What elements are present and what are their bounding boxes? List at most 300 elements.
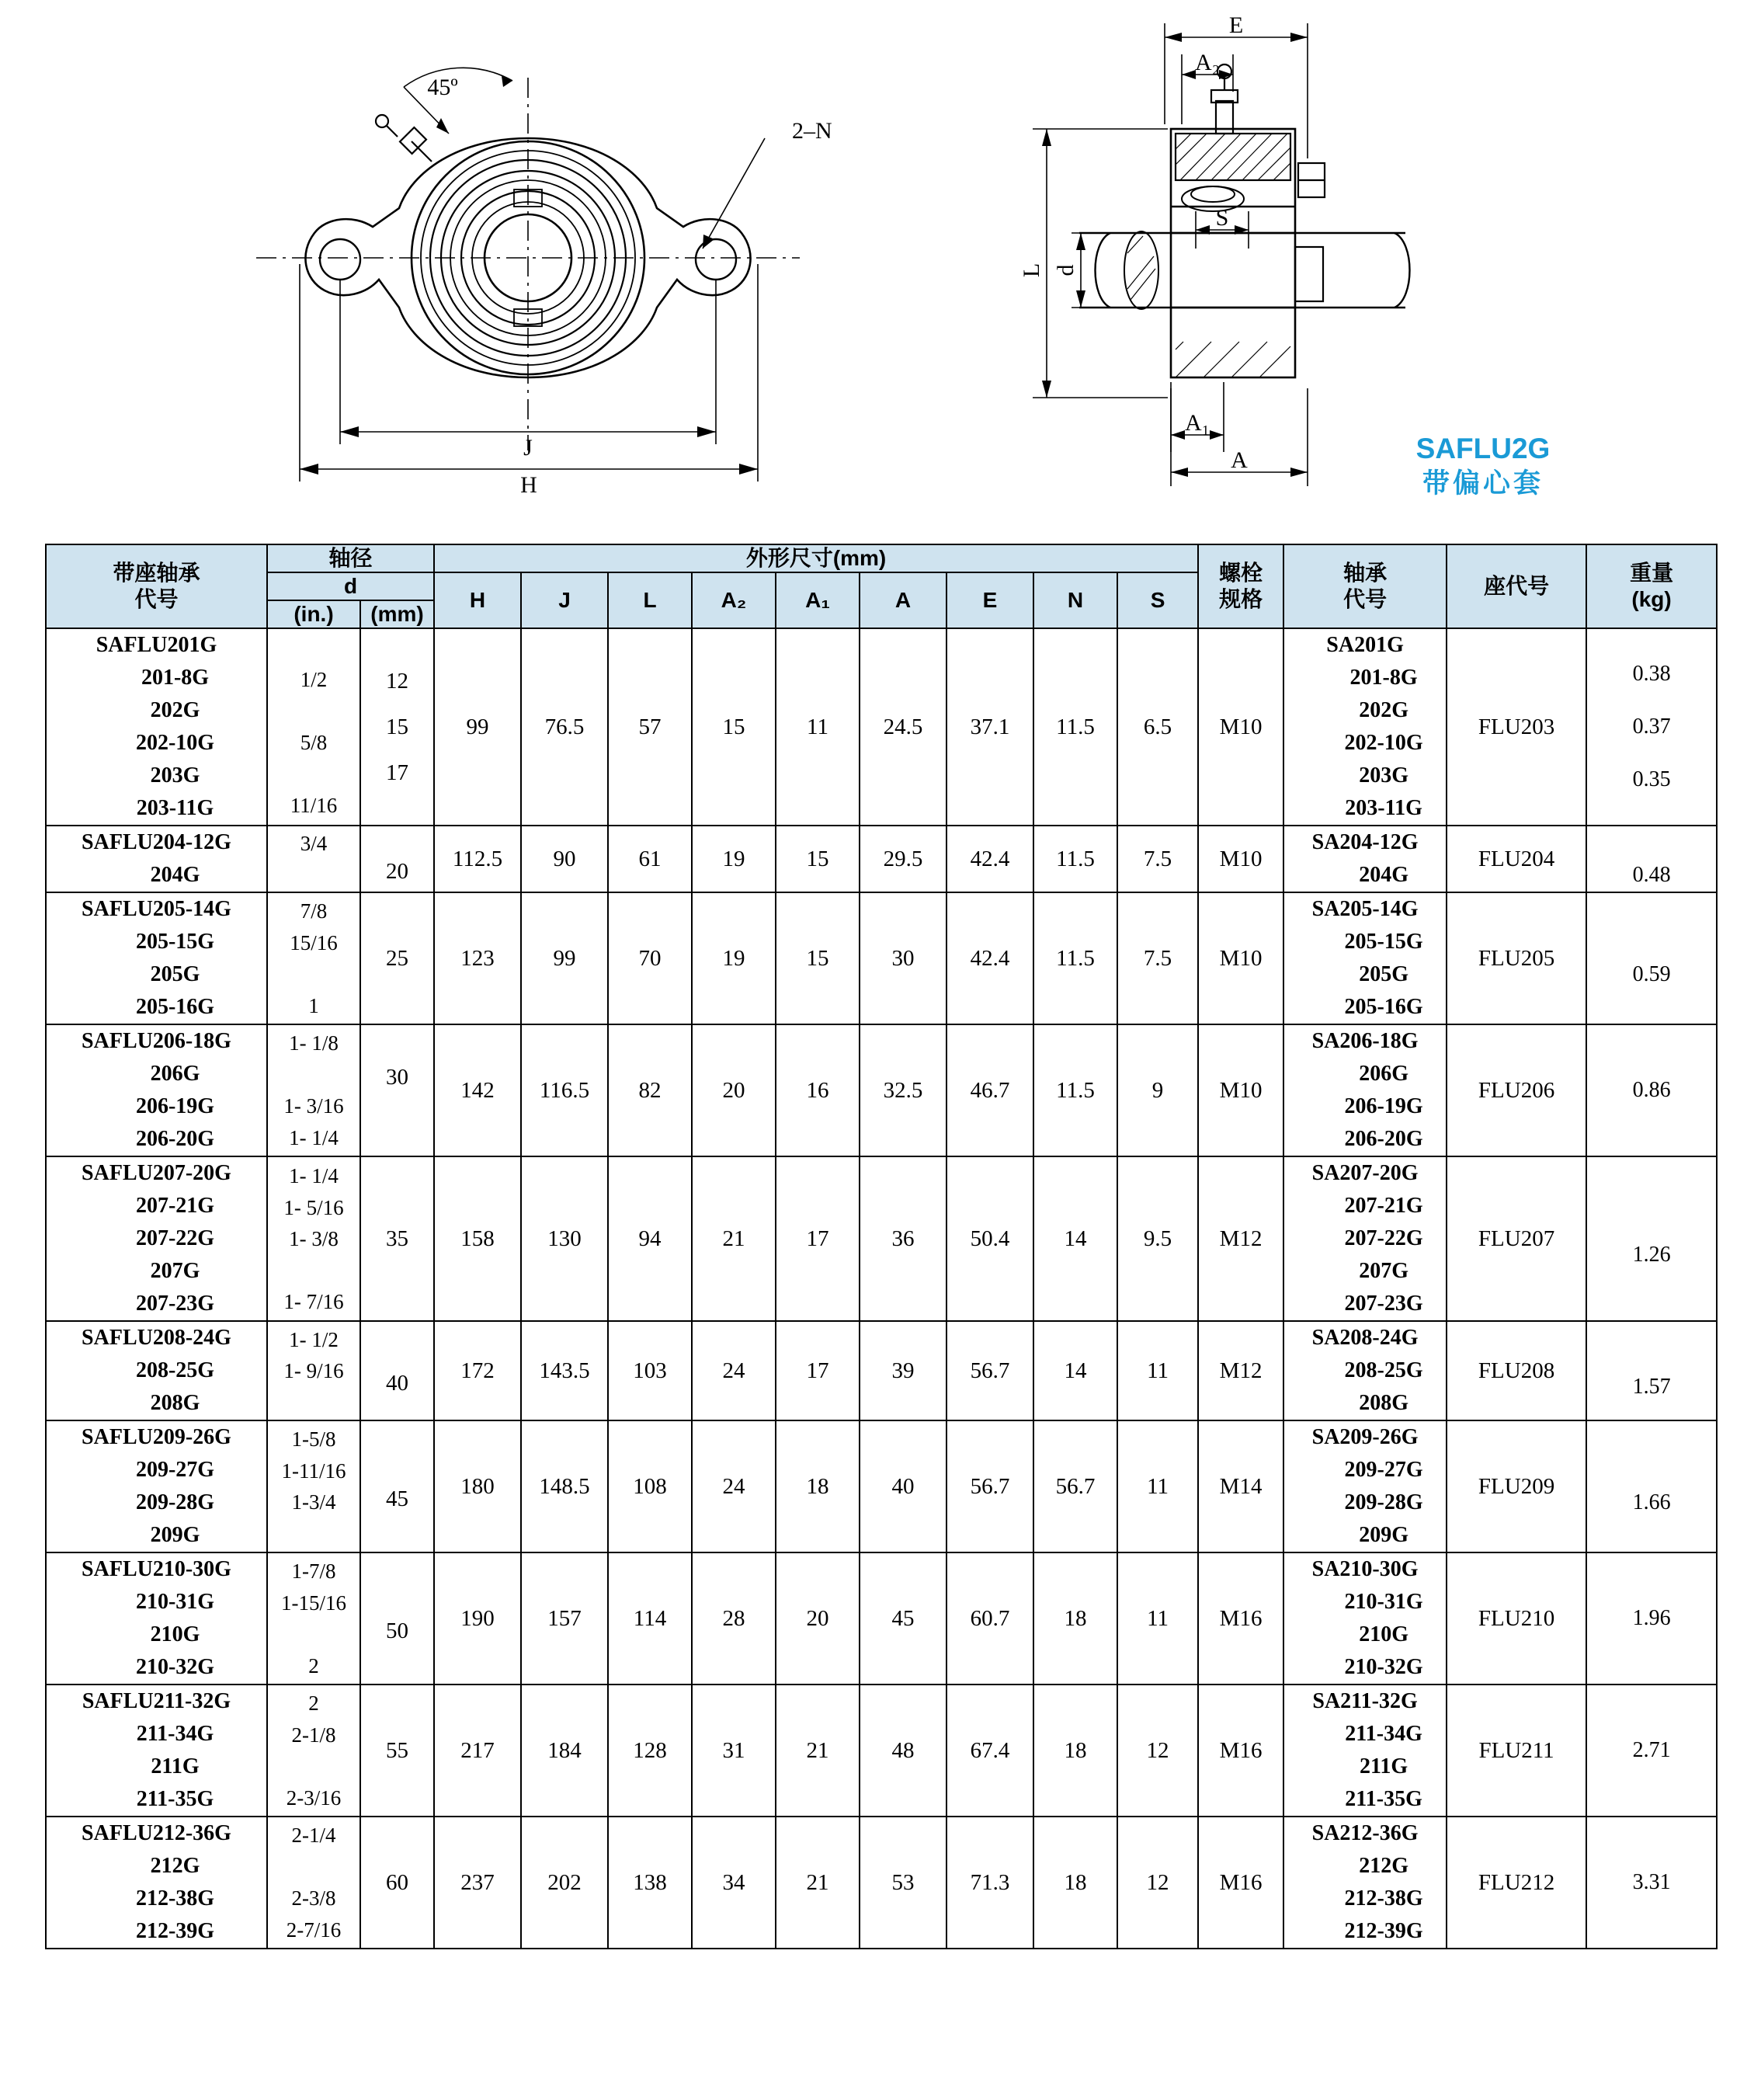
table-row	[46, 1817, 1717, 1949]
bcode-line: SA212-36G	[1311, 1821, 1419, 1846]
code-line: 209G	[150, 1523, 200, 1548]
inch-line: 1- 5/16	[283, 1195, 344, 1219]
cell-E: 56.7	[946, 1321, 1033, 1420]
cell-A1: 16	[776, 1024, 860, 1156]
table-row	[46, 628, 1717, 826]
code-line: 204G	[150, 863, 200, 888]
cell-bolt: M14	[1198, 1420, 1283, 1552]
cell-bearing-codes	[1283, 1156, 1447, 1321]
code-line: 206-19G	[135, 1094, 215, 1119]
cell-dia-inch	[267, 892, 360, 1024]
bcode-line: 211-35G	[1345, 1787, 1422, 1812]
mm-line: 35	[386, 1226, 408, 1251]
th-bolt-spec-l2: 规格	[1219, 587, 1263, 612]
cell-housing: FLU204	[1447, 826, 1586, 892]
code-line: 201-8G	[141, 666, 210, 690]
code-line: SAFLU209-26G	[82, 1425, 231, 1450]
code-line: 210G	[150, 1622, 200, 1647]
bcode-line: 208G	[1359, 1391, 1408, 1416]
code-line: SAFLU201G	[96, 633, 217, 658]
bcode-line: 209G	[1359, 1523, 1408, 1548]
bcode-line: 202-10G	[1344, 731, 1423, 756]
th-shaft-dia: 轴径	[267, 544, 434, 572]
cell-dia-inch	[267, 1420, 360, 1552]
cell-unit-codes	[46, 1685, 267, 1817]
code-line: 206-20G	[135, 1127, 215, 1152]
inch-line: 2-3/16	[286, 1785, 342, 1810]
bcode-line: SA204-12G	[1311, 830, 1419, 855]
weight-line: 2.71	[1632, 1738, 1671, 1763]
bcode-line: 207-21G	[1344, 1194, 1423, 1219]
cell-L: 114	[608, 1552, 692, 1685]
cell-unit-codes	[46, 1420, 267, 1552]
cell-unit-codes	[46, 892, 267, 1024]
bcode-line: 210-32G	[1344, 1655, 1423, 1680]
code-line: 209-27G	[135, 1458, 215, 1483]
cell-bearing-codes	[1283, 1024, 1447, 1156]
cell-L: 94	[608, 1156, 692, 1321]
inch-line	[268, 1518, 359, 1550]
cell-weight	[1586, 1685, 1717, 1817]
cell-H: 158	[434, 1156, 521, 1321]
label-angle: 45º	[427, 75, 458, 100]
bcode-line: 203G	[1359, 763, 1408, 788]
mm-line	[361, 920, 433, 946]
cell-weight	[1586, 1420, 1717, 1552]
cell-S: 6.5	[1117, 628, 1198, 826]
cell-A2: 28	[692, 1552, 776, 1685]
cell-housing: FLU207	[1447, 1156, 1586, 1321]
mm-line: 25	[386, 945, 408, 971]
cell-E: 50.4	[946, 1156, 1033, 1321]
inch-line: 1-7/8	[291, 1559, 336, 1584]
cell-A: 24.5	[860, 628, 946, 826]
th-d-symbol: d	[267, 572, 434, 600]
code-line: 210-31G	[135, 1590, 215, 1615]
cell-N: 56.7	[1033, 1420, 1117, 1552]
cell-A2: 19	[692, 892, 776, 1024]
code-line: 211-34G	[136, 1722, 214, 1747]
cell-A1: 17	[776, 1321, 860, 1420]
cell-weight	[1586, 1817, 1717, 1949]
code-line: 203-11G	[136, 796, 214, 821]
th-bearing-unit-code-l2: 代号	[134, 587, 179, 612]
th-bearing-code-l2: 代号	[1343, 587, 1388, 612]
th-weight-l1: 重量	[1630, 561, 1674, 586]
bcode-line: 206-19G	[1344, 1094, 1423, 1119]
inch-line	[268, 1618, 359, 1650]
table-row	[46, 1156, 1717, 1321]
inch-line	[268, 633, 359, 665]
cell-H: 180	[434, 1420, 521, 1552]
spec-table-body	[46, 628, 1717, 1949]
cell-E: 71.3	[946, 1817, 1033, 1949]
mm-line: 45	[386, 1486, 408, 1512]
code-line: 211G	[151, 1754, 200, 1779]
weight-line: 0.86	[1632, 1078, 1671, 1103]
cell-bearing-codes	[1283, 1817, 1447, 1949]
cell-E: 67.4	[946, 1685, 1033, 1817]
cell-L: 138	[608, 1817, 692, 1949]
inch-line: 2-3/8	[291, 1886, 336, 1911]
weight-line	[1587, 1338, 1716, 1371]
cell-H: 217	[434, 1685, 521, 1817]
cell-H: 142	[434, 1024, 521, 1156]
cell-bearing-codes	[1283, 1552, 1447, 1685]
cell-L: 103	[608, 1321, 692, 1420]
cell-A: 30	[860, 892, 946, 1024]
code-line: 208G	[150, 1391, 200, 1416]
th-E: E	[946, 572, 1033, 628]
bcode-line: SA201G	[1326, 633, 1404, 658]
mm-line	[361, 833, 433, 859]
th-bolt-spec	[1198, 544, 1283, 628]
bcode-line: 205G	[1359, 962, 1408, 987]
cell-J: 76.5	[521, 628, 608, 826]
cell-A1: 15	[776, 826, 860, 892]
cell-dia-mm	[360, 1685, 434, 1817]
cell-A2: 31	[692, 1685, 776, 1817]
label-d: d	[1053, 264, 1078, 276]
weight-line: 1.57	[1632, 1375, 1671, 1399]
code-line: 206G	[150, 1062, 200, 1087]
cell-dia-mm	[360, 826, 434, 892]
cell-L: 128	[608, 1685, 692, 1817]
cell-L: 82	[608, 1024, 692, 1156]
cell-A1: 21	[776, 1817, 860, 1949]
cell-A: 48	[860, 1685, 946, 1817]
cell-A1: 21	[776, 1685, 860, 1817]
cell-N: 11.5	[1033, 1024, 1117, 1156]
weight-line	[1587, 1206, 1716, 1239]
cell-dia-inch	[267, 1552, 360, 1685]
inch-line: 2-1/8	[291, 1723, 336, 1747]
cell-dia-mm	[360, 1420, 434, 1552]
code-line: 203G	[150, 763, 200, 788]
weight-line: 1.26	[1632, 1243, 1671, 1267]
label-2n: 2–N	[792, 118, 832, 144]
weight-line: 0.48	[1632, 863, 1671, 888]
th-L: L	[608, 572, 692, 628]
th-J: J	[521, 572, 608, 628]
cell-dia-inch	[267, 1817, 360, 1949]
inch-line: 1- 1/4	[289, 1164, 339, 1188]
cell-A: 36	[860, 1156, 946, 1321]
mm-line: 60	[386, 1869, 408, 1895]
th-A1: A₁	[776, 572, 860, 628]
cell-bearing-codes	[1283, 892, 1447, 1024]
inch-line: 11/16	[290, 794, 338, 818]
bcode-line: 211G	[1359, 1754, 1408, 1779]
inch-line: 3/4	[300, 831, 328, 855]
cell-bolt: M16	[1198, 1817, 1283, 1949]
bcode-line: 210-31G	[1344, 1590, 1423, 1615]
cell-A1: 17	[776, 1156, 860, 1321]
bcode-line: 205-16G	[1344, 995, 1423, 1020]
bcode-line: 211-34G	[1345, 1722, 1422, 1747]
inch-line: 1- 1/8	[289, 1031, 339, 1055]
inch-line: 1- 3/16	[283, 1094, 344, 1118]
cell-dia-inch	[267, 1024, 360, 1156]
cell-N: 14	[1033, 1156, 1117, 1321]
inch-line: 15/16	[290, 930, 338, 954]
th-bolt-spec-l1: 螺栓	[1219, 561, 1263, 586]
cell-S: 12	[1117, 1685, 1198, 1817]
inch-line: 2-1/4	[291, 1824, 336, 1848]
cell-J: 202	[521, 1817, 608, 1949]
th-housing-code: 座代号	[1447, 544, 1586, 628]
cell-weight	[1586, 1024, 1717, 1156]
code-line: 209-28G	[135, 1490, 215, 1515]
mm-line: 50	[386, 1618, 408, 1644]
cell-A: 40	[860, 1420, 946, 1552]
code-line: SAFLU205-14G	[82, 897, 231, 922]
code-line: SAFLU204-12G	[82, 830, 231, 855]
cell-weight	[1586, 1156, 1717, 1321]
cell-unit-codes	[46, 1156, 267, 1321]
weight-line: 1.66	[1632, 1490, 1671, 1515]
bcode-line: 202G	[1359, 698, 1408, 723]
cell-J: 90	[521, 826, 608, 892]
code-line: SAFLU212-36G	[82, 1821, 231, 1846]
bcode-line: SA206-18G	[1311, 1029, 1419, 1054]
cell-A2: 24	[692, 1321, 776, 1420]
cell-E: 56.7	[946, 1420, 1033, 1552]
inch-line	[268, 958, 359, 990]
code-line: 207-23G	[135, 1292, 215, 1316]
bcode-line: SA211-32G	[1312, 1689, 1418, 1714]
label-H: H	[520, 472, 537, 498]
cell-A2: 19	[692, 826, 776, 892]
th-bearing-code	[1283, 544, 1447, 628]
cell-unit-codes	[46, 1321, 267, 1420]
inch-line: 2	[308, 1691, 319, 1716]
cell-dia-mm	[360, 892, 434, 1024]
code-line: 205-15G	[135, 930, 215, 954]
code-line: 207-21G	[135, 1194, 215, 1219]
cell-A: 39	[860, 1321, 946, 1420]
th-H: H	[434, 572, 521, 628]
inch-line: 1-3/4	[291, 1490, 336, 1514]
cell-L: 57	[608, 628, 692, 826]
mm-line	[361, 1090, 433, 1116]
inch-line	[268, 1851, 359, 1883]
code-line: SAFLU206-18G	[82, 1029, 231, 1054]
mm-line: 55	[386, 1737, 408, 1763]
th-N: N	[1033, 572, 1117, 628]
inch-line	[268, 696, 359, 728]
cell-bearing-codes	[1283, 1321, 1447, 1420]
cell-N: 14	[1033, 1321, 1117, 1420]
cell-A2: 24	[692, 1420, 776, 1552]
cell-unit-codes	[46, 1552, 267, 1685]
bcode-line: 212G	[1359, 1854, 1408, 1879]
cell-J: 148.5	[521, 1420, 608, 1552]
cell-housing: FLU206	[1447, 1024, 1586, 1156]
cell-dia-inch	[267, 1321, 360, 1420]
cell-dia-inch	[267, 1685, 360, 1817]
mm-line: 40	[386, 1371, 408, 1396]
series-cn: 带偏心套	[1422, 468, 1544, 499]
label-A2: A₂	[1194, 50, 1221, 75]
technical-drawing-area	[0, 0, 1761, 536]
label-E: E	[1228, 12, 1244, 38]
cell-bolt: M10	[1198, 628, 1283, 826]
cell-unit-codes	[46, 1024, 267, 1156]
bcode-line: 207-23G	[1344, 1292, 1423, 1316]
cell-A: 53	[860, 1817, 946, 1949]
inch-line	[268, 1387, 359, 1419]
cell-A2: 34	[692, 1817, 776, 1949]
inch-line: 1	[308, 993, 319, 1017]
code-line: 205G	[150, 962, 200, 987]
table-row	[46, 1321, 1717, 1420]
mm-line: 12	[386, 668, 408, 694]
bcode-line: SA208-24G	[1311, 1326, 1419, 1351]
bcode-line: 204G	[1359, 863, 1408, 888]
cell-dia-inch	[267, 1156, 360, 1321]
code-line: 207G	[150, 1259, 200, 1284]
cell-bolt: M10	[1198, 892, 1283, 1024]
cell-J: 130	[521, 1156, 608, 1321]
th-A: A	[860, 572, 946, 628]
label-J: J	[523, 435, 533, 461]
inch-line: 5/8	[300, 731, 328, 755]
cell-S: 9.5	[1117, 1156, 1198, 1321]
cell-E: 42.4	[946, 826, 1033, 892]
bcode-line: 212-39G	[1344, 1919, 1423, 1944]
th-bearing-unit-code-l1: 带座轴承	[113, 561, 200, 586]
code-line: 212-39G	[135, 1919, 215, 1944]
bcode-line: 209-27G	[1344, 1458, 1423, 1483]
bcode-line: SA209-26G	[1311, 1425, 1419, 1450]
inch-line: 2-7/16	[286, 1917, 342, 1942]
code-line: SAFLU207-20G	[82, 1161, 231, 1186]
cell-S: 12	[1117, 1817, 1198, 1949]
cell-dia-inch	[267, 826, 360, 892]
cell-unit-codes	[46, 628, 267, 826]
code-line: SAFLU208-24G	[82, 1326, 231, 1351]
cell-H: 172	[434, 1321, 521, 1420]
th-S: S	[1117, 572, 1198, 628]
inch-line: 7/8	[300, 899, 328, 923]
table-row	[46, 1420, 1717, 1552]
cell-S: 7.5	[1117, 826, 1198, 892]
weight-line: 1.96	[1632, 1606, 1671, 1631]
cell-A: 29.5	[860, 826, 946, 892]
spec-table-wrapper	[45, 544, 1716, 1949]
cell-A2: 21	[692, 1156, 776, 1321]
cell-H: 99	[434, 628, 521, 826]
mm-line: 20	[386, 859, 408, 885]
bcode-line: 207G	[1359, 1259, 1408, 1284]
cell-bearing-codes	[1283, 1685, 1447, 1817]
cell-N: 18	[1033, 1552, 1117, 1685]
cell-dia-inch	[267, 628, 360, 826]
mm-line	[361, 1345, 433, 1371]
th-A2: A₂	[692, 572, 776, 628]
label-A: A	[1231, 447, 1248, 473]
cell-housing: FLU212	[1447, 1817, 1586, 1949]
cell-J: 184	[521, 1685, 608, 1817]
inch-line: 1- 1/4	[289, 1125, 339, 1149]
cell-bolt: M12	[1198, 1321, 1283, 1420]
weight-line: 3.31	[1632, 1870, 1671, 1895]
cell-S: 7.5	[1117, 892, 1198, 1024]
inch-line: 1-5/8	[291, 1427, 336, 1452]
inch-line: 1- 1/2	[289, 1327, 339, 1351]
code-line: 212G	[150, 1854, 200, 1879]
spec-table	[45, 544, 1718, 1949]
cell-weight	[1586, 892, 1717, 1024]
cell-L: 70	[608, 892, 692, 1024]
th-bearing-unit-code	[46, 544, 267, 628]
bcode-line: 208-25G	[1344, 1358, 1423, 1383]
weight-line: 0.38	[1632, 662, 1671, 687]
bcode-line: 203-11G	[1345, 796, 1422, 821]
cell-J: 116.5	[521, 1024, 608, 1156]
table-row	[46, 1685, 1717, 1817]
cell-housing: FLU209	[1447, 1420, 1586, 1552]
cell-housing: FLU203	[1447, 628, 1586, 826]
cell-dia-mm	[360, 1156, 434, 1321]
cell-H: 112.5	[434, 826, 521, 892]
cell-weight	[1586, 826, 1717, 892]
table-row	[46, 892, 1717, 1024]
cell-E: 37.1	[946, 628, 1033, 826]
table-row	[46, 826, 1717, 892]
cell-S: 11	[1117, 1420, 1198, 1552]
bcode-line: 201-8G	[1349, 666, 1418, 690]
inch-line: 1-11/16	[281, 1459, 346, 1483]
bcode-line: 212-38G	[1344, 1886, 1423, 1911]
cell-housing: FLU210	[1447, 1552, 1586, 1685]
cell-bolt: M10	[1198, 1024, 1283, 1156]
cell-N: 11.5	[1033, 826, 1117, 892]
mm-line	[361, 1593, 433, 1618]
code-line: 212-38G	[135, 1886, 215, 1911]
inch-line	[268, 1059, 359, 1091]
inch-line: 1- 9/16	[283, 1359, 344, 1383]
code-line: 207-22G	[135, 1226, 215, 1251]
cell-A1: 15	[776, 892, 860, 1024]
bcode-line: SA210-30G	[1311, 1557, 1419, 1582]
inch-line: 1-15/16	[281, 1591, 346, 1615]
inch-line: 1/2	[300, 668, 328, 692]
cell-N: 18	[1033, 1685, 1117, 1817]
inch-line	[268, 1751, 359, 1782]
cell-L: 108	[608, 1420, 692, 1552]
cell-N: 11.5	[1033, 628, 1117, 826]
cell-J: 157	[521, 1552, 608, 1685]
weight-line: 0.59	[1632, 962, 1671, 987]
bcode-line: 205-15G	[1344, 930, 1423, 954]
code-line: SAFLU210-30G	[82, 1557, 231, 1582]
cell-J: 99	[521, 892, 608, 1024]
cell-bearing-codes	[1283, 826, 1447, 892]
code-line: 202G	[150, 698, 200, 723]
mm-line	[361, 1461, 433, 1486]
cell-dia-mm	[360, 628, 434, 826]
cell-H: 237	[434, 1817, 521, 1949]
cell-S: 11	[1117, 1552, 1198, 1685]
cell-J: 143.5	[521, 1321, 608, 1420]
bcode-line: 206-20G	[1344, 1127, 1423, 1152]
code-line: 211-35G	[136, 1787, 214, 1812]
mm-line: 30	[386, 1065, 408, 1090]
cell-bearing-codes	[1283, 1420, 1447, 1552]
cell-A1: 18	[776, 1420, 860, 1552]
